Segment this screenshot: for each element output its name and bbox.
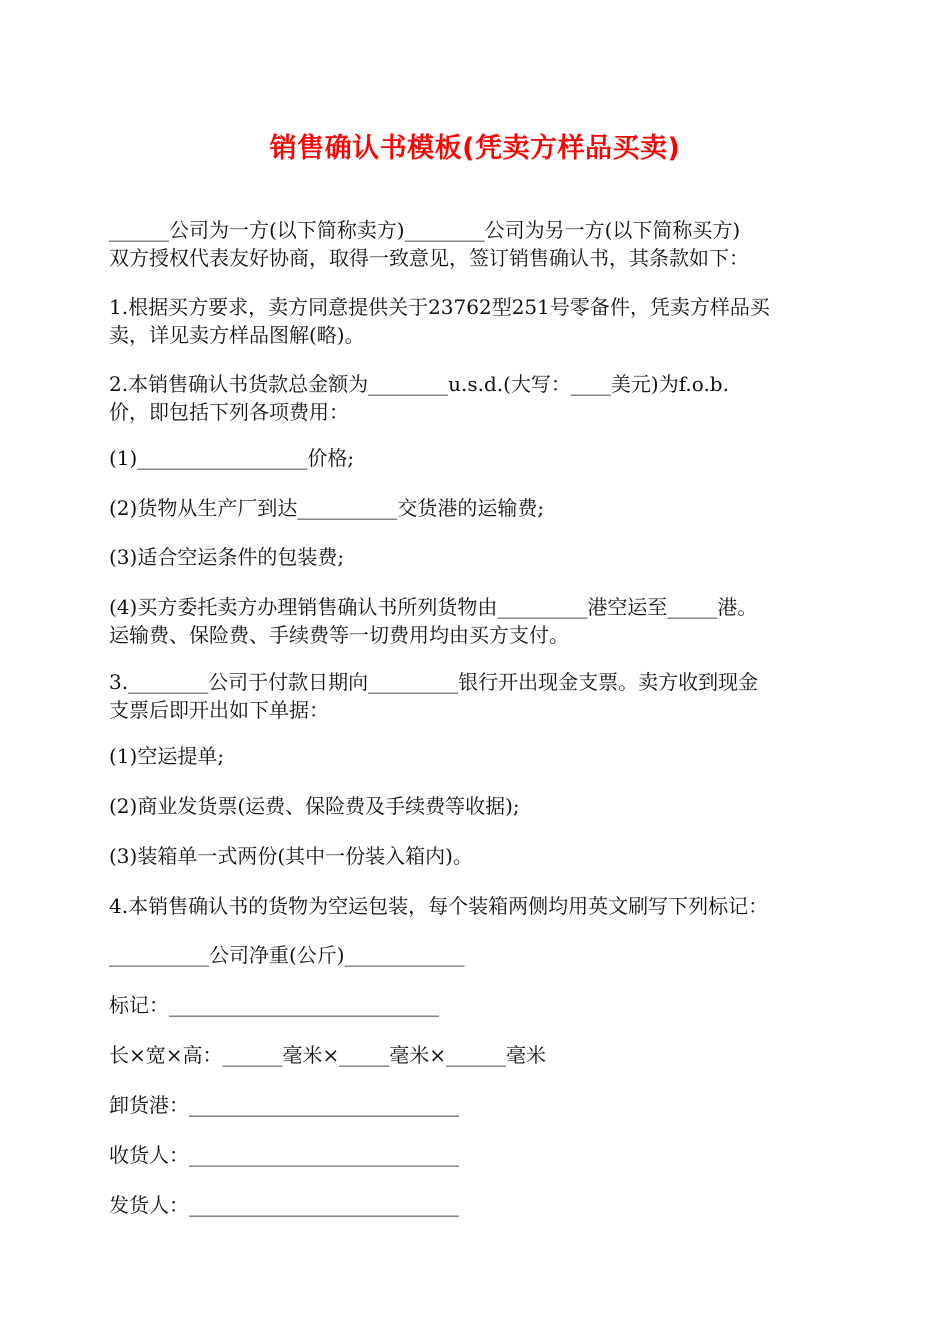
mark-shipper: 发货人：___________________________ xyxy=(109,1193,459,1217)
clause-3-item-3: (3)装箱单一式两份(其中一份装入箱内)。 xyxy=(109,844,473,868)
clause-3-item-2: (2)商业发货票(运费、保险费及手续费等收据); xyxy=(109,794,520,818)
intro-line-2: 双方授权代表友好协商，取得一致意见，签订销售确认书，其条款如下： xyxy=(109,246,749,270)
clause-2-item-3: (3)适合空运条件的包装费; xyxy=(109,545,345,569)
mark-label: 标记：___________________________ xyxy=(109,993,439,1017)
mark-consignee: 收货人：___________________________ xyxy=(109,1143,459,1167)
mark-port: 卸货港：___________________________ xyxy=(109,1093,459,1117)
document-title: 销售确认书模板(凭卖方样品买卖) xyxy=(269,133,681,164)
clause-1-line-2: 卖，详见卖方样品图解(略)。 xyxy=(109,323,365,347)
mark-company-weight: __________公司净重(公斤)____________ xyxy=(109,943,465,967)
clause-2-line-2: 价，即包括下列各项费用： xyxy=(109,400,349,424)
clause-3-item-1: (1)空运提单; xyxy=(109,744,225,768)
clause-2-item-1: (1)_________________价格; xyxy=(109,446,355,470)
clause-4-line-1: 4.本销售确认书的货物为空运包装，每个装箱两侧均用英文刷写下列标记： xyxy=(109,894,769,918)
clause-3-line-1: 3.________公司于付款日期向_________银行开出现金支票。卖方收到现金 xyxy=(109,670,759,694)
clause-2-item-2: (2)货物从生产厂到达__________交货港的运输费; xyxy=(109,496,545,520)
intro-line-1: ______公司为一方(以下简称卖方)________公司为另一方(以下简称买方) xyxy=(109,218,741,242)
clause-1-line-1: 1.根据买方要求，卖方同意提供关于23762型251号零备件，凭卖方样品买 xyxy=(109,295,770,319)
clause-2-item-4-line-2: 运输费、保险费、手续费等一切费用均由买方支付。 xyxy=(109,623,569,647)
mark-dimensions: 长×宽×高：______毫米×_____毫米×______毫米 xyxy=(109,1043,547,1067)
clause-2-item-4-line-1: (4)买方委托卖方办理销售确认书所列货物由_________港空运至_____港。 xyxy=(109,595,758,619)
clause-3-line-2: 支票后即开出如下单据： xyxy=(109,698,329,722)
clause-2-line-1: 2.本销售确认书货款总金额为________u.s.d.(大写：____美元)为f.o.b. xyxy=(109,372,729,396)
